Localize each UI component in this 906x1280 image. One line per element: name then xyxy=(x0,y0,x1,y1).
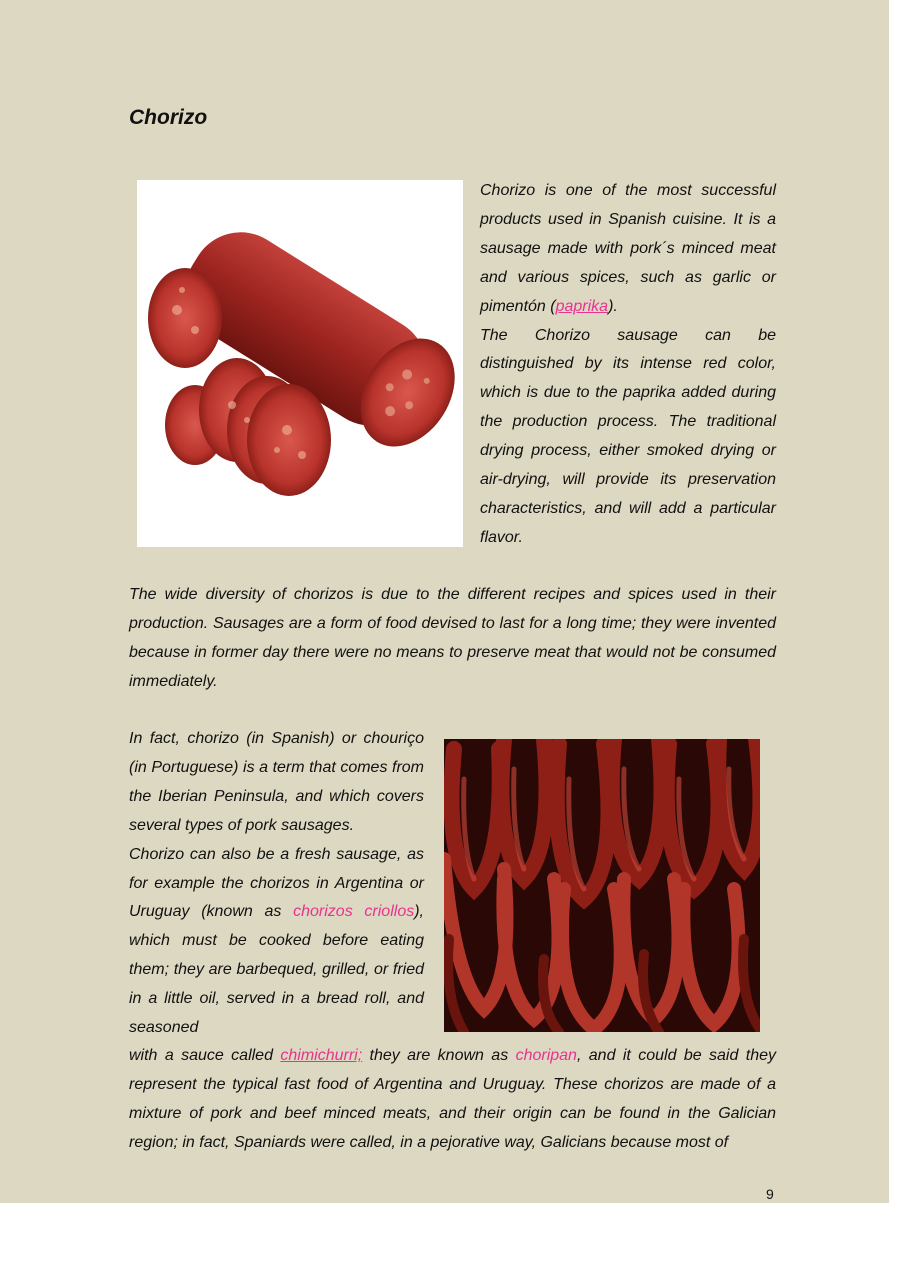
origin-text-a: In fact, chorizo (in Spanish) or chouriço (in Portuguese) is a term that comes from the Iberian Peninsula, and which covers several types of pork sausages. xyxy=(129,730,424,834)
intro-text-b: ). xyxy=(608,297,618,315)
hanging-chorizos-illustration xyxy=(444,739,760,1032)
choripan-text-a: with a sauce called xyxy=(129,1047,281,1064)
origin-text-c: ), which must be cooked before eating them; they are barbequed, grilled, or fried in a little oil, served in a bread roll, and seasoned xyxy=(129,903,424,1037)
diversity-paragraph: The wide diversity of chorizos is due to the different recipes and spices used in their production. Sausages are a form of food devised to last for a long time; they were invented because in former day there were no means to preserve meat that would not be consumed immediately. xyxy=(129,586,776,690)
intro-paragraph xyxy=(480,177,776,553)
paprika-link[interactable]: paprika xyxy=(555,297,609,315)
intro-text-c: The Chorizo sausage can be distinguished by its intense red color, which is due to the paprika added during the production process. The traditional drying process, either smoked drying or air-drying, will provide its preservation characteristics, and will add a particular flavor. xyxy=(480,326,776,546)
origin-paragraph xyxy=(129,725,424,1043)
chorizos-criollos-term: chorizos criollos xyxy=(293,903,415,921)
page-number: 9 xyxy=(766,1186,774,1202)
choripan-text-c: , and it could be said they represent the typical fast food of Argentina and Uruguay. These chorizos are made of a mixture of pork and beef minced meats, and their origin can be found in the Galician region; in fact, Spaniards were called, in a pejorative way, Galicians because most of xyxy=(129,1047,777,1151)
choripan-term: choripan xyxy=(515,1047,577,1064)
chorizo-sausage-image xyxy=(137,180,463,547)
origin-text-b: Chorizo can also be a fresh sausage, as for example the chorizos in Argentina or Uruguay (known as xyxy=(129,845,424,921)
intro-text-a: Chorizo is one of the most successful products used in Spanish cuisine. It is a sausage made with pork´s minced meat and various spices, such as garlic or pimentón ( xyxy=(480,182,776,315)
chorizo-sausage-illustration xyxy=(137,180,463,547)
choripan-paragraph xyxy=(129,1042,776,1158)
hanging-chorizos-image xyxy=(444,739,760,1032)
page-title: Chorizo xyxy=(129,106,208,129)
choripan-text-b: they are known as xyxy=(362,1047,516,1064)
chimichurri-link[interactable]: chimichurri; xyxy=(280,1047,363,1064)
